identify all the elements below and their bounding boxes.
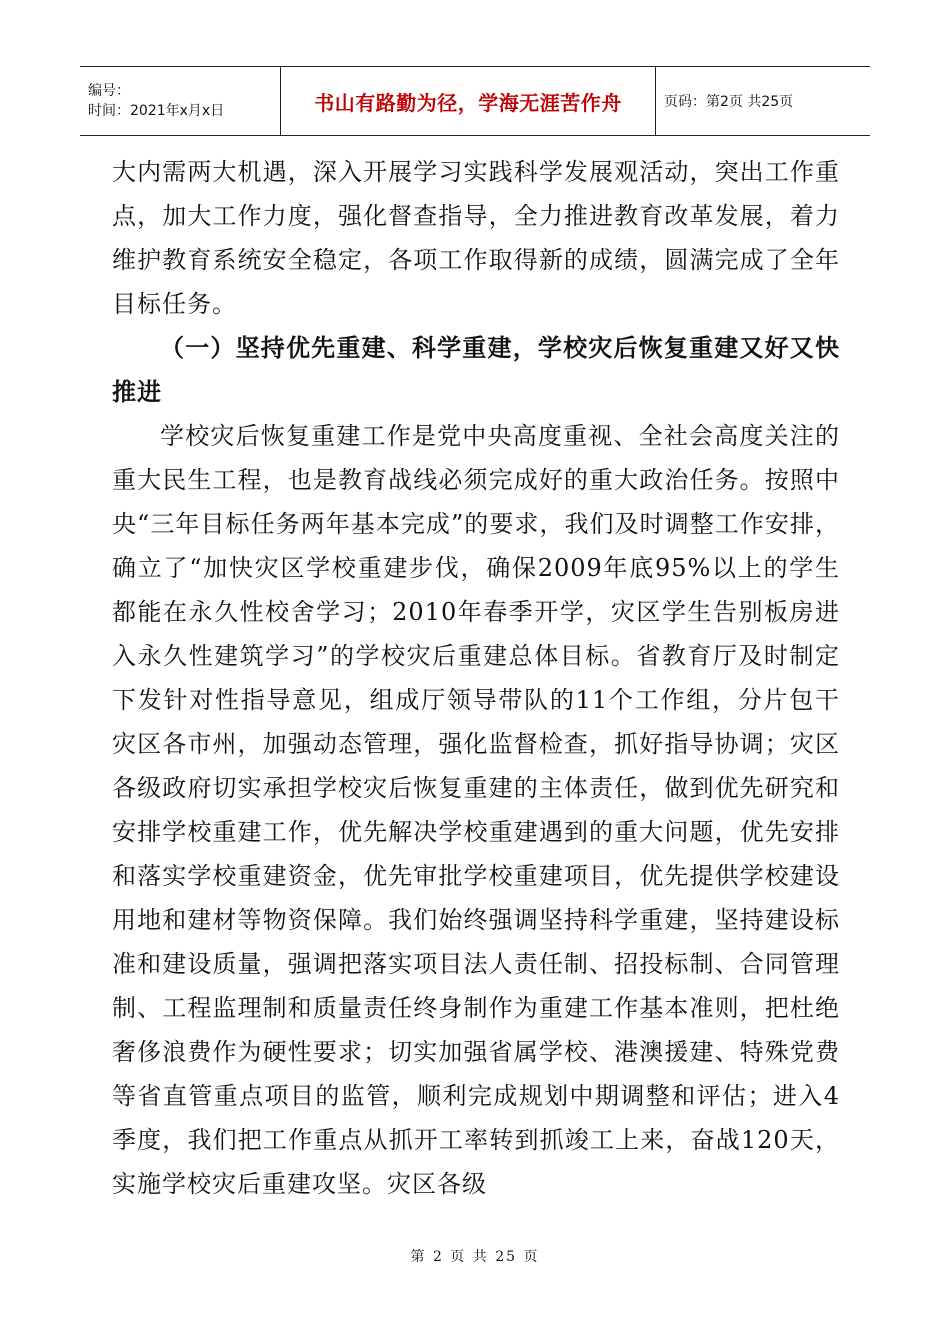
document-time: 时间：2021年x月x日 xyxy=(88,103,225,119)
paragraph: 学校灾后恢复重建工作是党中央高度重视、全社会高度关注的重大民生工程，也是教育战线必须完成好的重大政治任务。按照中央“三年目标任务两年基本完成”的要求，我们及时调整工作安排，确立了“加快灾区学校重建步伐，确保2009年底95%以上的学生都能在永久性校舍学习；2010年春季开学，灾区学生告别板房进入永久性建筑学习”的学校灾后重建总体目标。省教育厅及时制定下发针对性指导意见，组成厅领导带队的11个工作组，分片包干灾区各市州，加强动态管理，强化监督检查，抓好指导协调；灾区各级政府切实承担学校灾后恢复重建的主体责任，做到优先研究和安排学校重建工作，优先解决学校重建遇到的重大问题，优先安排和落实学校重建资金，优先审批学校重建项目，优先提供学校建设用地和建材等物资保障。我们始终强调坚持科学重建，坚持建设标准和建设质量，强调把落实项目法人责任制、招投标制、合同管理制、工程监理制和质量责任终身制作为重建工作基本准则，把杜绝奢侈浪费作为硬性要求；切实加强省属学校、港澳援建、特殊党费等省直管重点项目的监管，顺利完成规划中期调整和评估；进入4季度，我们把工作重点从抓开工率转到抓竣工上来，奋战120天，实施学校灾后重建攻坚。灾区各级 xyxy=(112,422,840,1198)
section-heading: （一）坚持优先重建、科学重建，学校灾后恢复重建又好又快推进 xyxy=(112,334,840,406)
header-meta xyxy=(80,67,280,135)
header-page-number: 页码：第2页 共25页 xyxy=(664,94,794,110)
page-footer: 第 2 页 共 25 页 xyxy=(410,1249,540,1265)
document-header xyxy=(80,66,870,136)
header-motto-cell xyxy=(280,67,656,135)
paragraph: 大内需两大机遇，深入开展学习实践科学发展观活动，突出工作重点，加大工作力度，强化督查指导，全力推进教育改革发展，着力维护教育系统安全稳定，各项工作取得新的成绩，圆满完成了全年目标任务。 xyxy=(112,158,840,318)
header-motto: 书山有路勤为径，学海无涯苦作舟 xyxy=(314,90,622,115)
header-page-cell xyxy=(656,67,870,135)
document-number: 编号： xyxy=(88,83,130,99)
document-body xyxy=(112,150,840,1206)
